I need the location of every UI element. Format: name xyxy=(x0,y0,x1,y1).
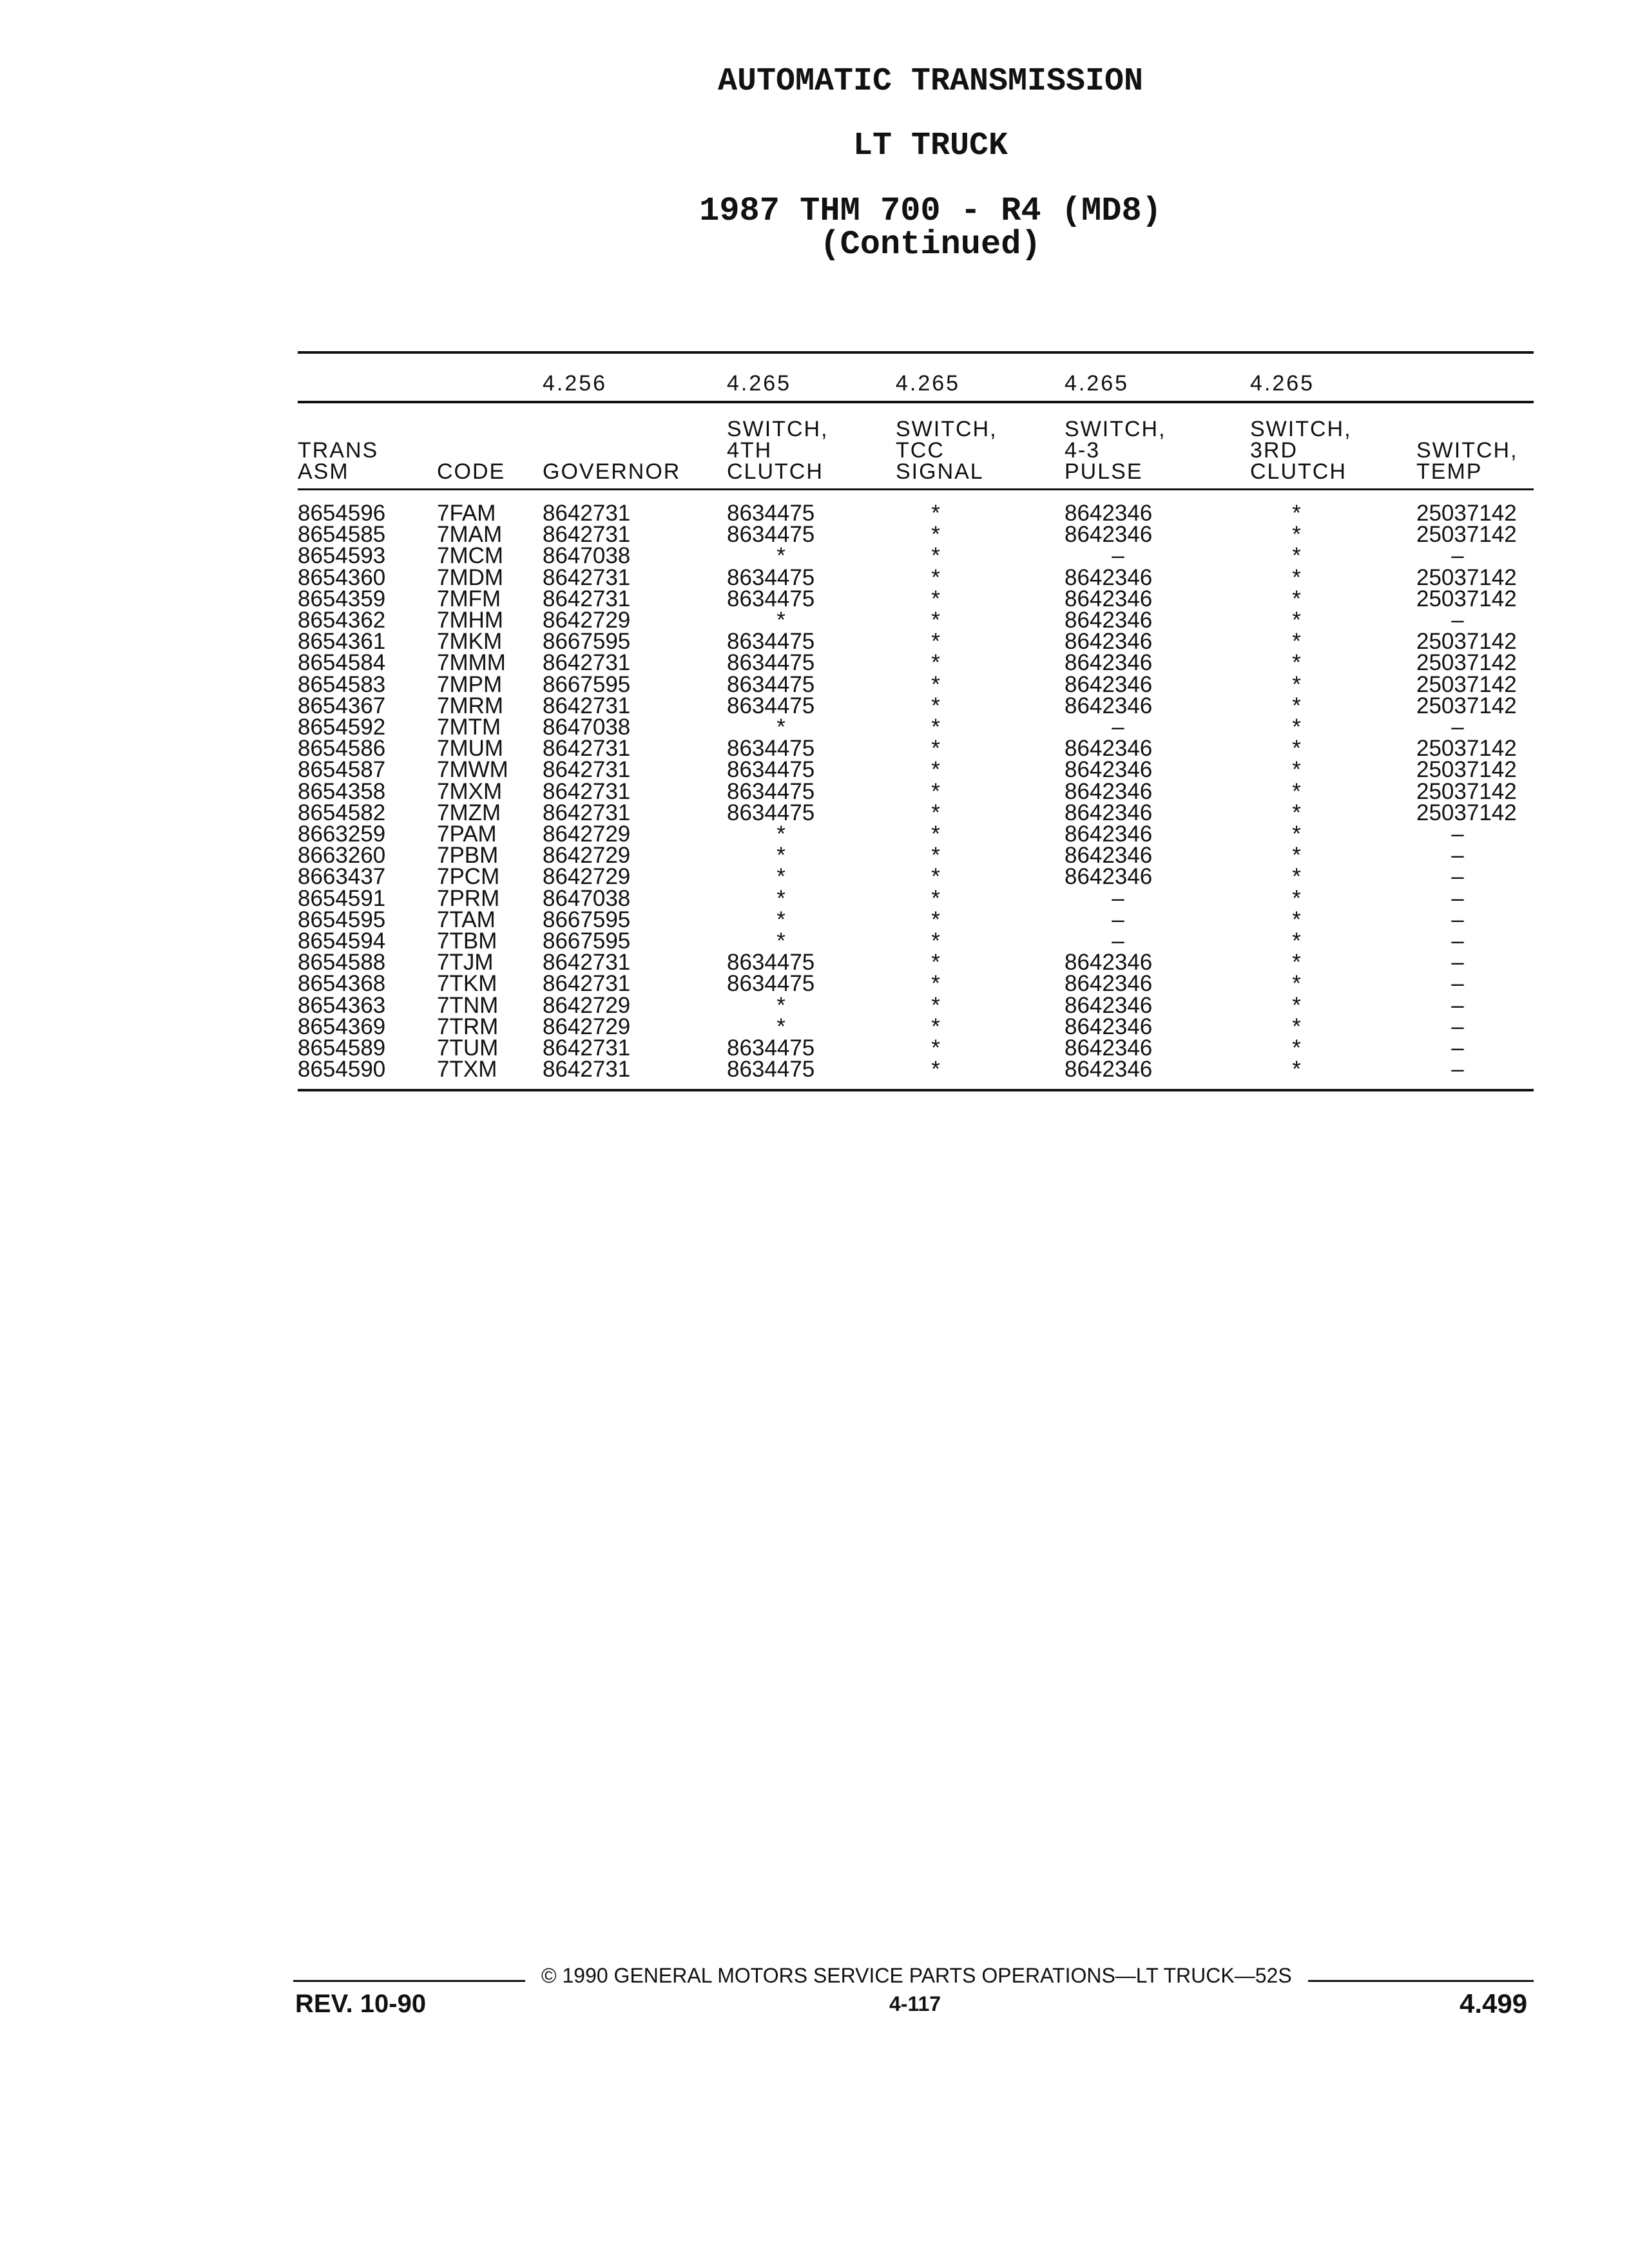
cell-code: 7MHM xyxy=(437,608,504,633)
cell-switch-4-3-pulse: 8642346 xyxy=(1065,757,1153,783)
cell-switch-3rd-clutch: * xyxy=(1292,543,1301,569)
cell-switch-3rd-clutch: * xyxy=(1292,715,1301,740)
cell-switch-temp: – xyxy=(1451,1035,1464,1061)
cell-trans-asm: 8654363 xyxy=(298,992,386,1018)
cell-trans-asm: 8654592 xyxy=(298,715,386,740)
cell-code: 7MPM xyxy=(437,671,503,697)
cell-code: 7MTM xyxy=(437,715,501,740)
cell-switch-tcc-signal: * xyxy=(931,522,940,548)
cell-switch-4th-clutch: 8634475 xyxy=(727,757,815,783)
cell-code: 7MCM xyxy=(437,543,504,569)
cell-governor: 8642729 xyxy=(543,822,631,847)
cell-switch-4-3-pulse: 8642346 xyxy=(1065,608,1153,633)
cell-switch-temp: – xyxy=(1451,971,1464,997)
cell-code: 7PRM xyxy=(437,885,500,911)
page-sub-number: 4-117 xyxy=(889,1992,941,2015)
cell-switch-tcc-signal: * xyxy=(931,693,940,718)
cell-switch-temp: 25037142 xyxy=(1416,757,1517,783)
cell-switch-tcc-signal: * xyxy=(931,586,940,611)
cell-trans-asm: 8654582 xyxy=(298,800,386,825)
cell-switch-4th-clutch: * xyxy=(776,608,786,633)
table-row xyxy=(0,629,1629,655)
page-number: 4.499 xyxy=(1460,1988,1528,2019)
cell-switch-3rd-clutch: * xyxy=(1292,928,1301,954)
column-header-switch-3rd-clutch-line3: CLUTCH xyxy=(1250,459,1347,484)
cell-switch-3rd-clutch: * xyxy=(1292,586,1301,611)
table-row xyxy=(0,843,1629,869)
cell-switch-4th-clutch: 8634475 xyxy=(727,522,815,548)
cell-code: 7PCM xyxy=(437,864,500,890)
column-header-switch-4th-clutch-line1: SWITCH, xyxy=(727,417,829,441)
table-row xyxy=(0,864,1629,890)
cell-governor: 8642731 xyxy=(543,736,631,762)
column-header-switch-3rd-clutch-line2: 3RD xyxy=(1250,438,1298,463)
table-row xyxy=(0,992,1629,1018)
cell-switch-tcc-signal: * xyxy=(931,501,940,526)
cell-trans-asm: 8654589 xyxy=(298,1035,386,1061)
cell-switch-4th-clutch: 8634475 xyxy=(727,693,815,718)
cell-switch-tcc-signal: * xyxy=(931,650,940,676)
cell-switch-4-3-pulse: 8642346 xyxy=(1065,800,1153,825)
cell-switch-tcc-signal: * xyxy=(931,907,940,932)
cell-switch-tcc-signal: * xyxy=(931,843,940,869)
cell-switch-4-3-pulse: 8642346 xyxy=(1065,843,1153,869)
cell-switch-temp: 25037142 xyxy=(1416,629,1517,655)
cell-switch-3rd-clutch: * xyxy=(1292,522,1301,548)
cell-switch-4th-clutch: * xyxy=(776,822,786,847)
cell-switch-tcc-signal: * xyxy=(931,778,940,804)
cell-switch-4-3-pulse: 8642346 xyxy=(1065,992,1153,1018)
cell-code: 7MDM xyxy=(437,564,504,590)
cell-switch-4-3-pulse: – xyxy=(1112,928,1124,954)
cell-code: 7MAM xyxy=(437,522,503,548)
cell-governor: 8642731 xyxy=(543,650,631,676)
cell-switch-temp: 25037142 xyxy=(1416,736,1517,762)
table-row xyxy=(0,823,1629,845)
cell-switch-temp: 25037142 xyxy=(1416,800,1517,825)
column-header-trans-asm-line3: ASM xyxy=(298,459,349,484)
cell-trans-asm: 8663437 xyxy=(298,864,386,890)
cell-switch-4th-clutch: * xyxy=(776,715,786,740)
cell-switch-4-3-pulse: 8642346 xyxy=(1065,950,1153,975)
cell-switch-4th-clutch: 8634475 xyxy=(727,650,815,676)
cell-switch-temp: – xyxy=(1451,1057,1464,1082)
cell-switch-temp: 25037142 xyxy=(1416,586,1517,611)
column-header-switch-4-3-pulse-line2: 4-3 xyxy=(1065,438,1101,463)
cell-switch-4-3-pulse: 8642346 xyxy=(1065,971,1153,997)
ref-4-3-pulse: 4.265 xyxy=(1065,371,1130,396)
column-header-switch-4th-clutch-line3: CLUTCH xyxy=(727,459,824,484)
table-row xyxy=(0,802,1629,823)
cell-trans-asm: 8654583 xyxy=(298,671,386,697)
cell-switch-3rd-clutch: * xyxy=(1292,736,1301,762)
column-header-switch-temp-line3: TEMP xyxy=(1416,459,1483,484)
table-row xyxy=(0,588,1629,610)
cell-switch-3rd-clutch: * xyxy=(1292,1014,1301,1039)
cell-switch-4-3-pulse: 8642346 xyxy=(1065,671,1153,697)
cell-switch-4th-clutch: * xyxy=(776,1014,786,1039)
cell-trans-asm: 8654362 xyxy=(298,608,386,633)
cell-switch-4th-clutch: * xyxy=(776,992,786,1018)
cell-switch-4th-clutch: 8634475 xyxy=(727,671,815,697)
cell-switch-3rd-clutch: * xyxy=(1292,822,1301,847)
table-row xyxy=(0,671,1629,697)
cell-code: 7FAM xyxy=(437,501,496,526)
cell-governor: 8642731 xyxy=(543,1057,631,1082)
cell-switch-tcc-signal: * xyxy=(931,992,940,1018)
cell-code: 7MZM xyxy=(437,800,501,825)
cell-governor: 8642731 xyxy=(543,800,631,825)
column-header-switch-tcc-signal-line3: SIGNAL xyxy=(896,459,984,484)
cell-switch-4th-clutch: 8634475 xyxy=(727,1035,815,1061)
cell-switch-4-3-pulse: 8642346 xyxy=(1065,778,1153,804)
cell-switch-3rd-clutch: * xyxy=(1292,778,1301,804)
cell-code: 7TUM xyxy=(437,1035,499,1061)
cell-switch-tcc-signal: * xyxy=(931,543,940,569)
table-top-rule xyxy=(298,351,1534,354)
table-row xyxy=(0,952,1629,973)
cell-governor: 8642731 xyxy=(543,778,631,804)
cell-switch-tcc-signal: * xyxy=(931,885,940,911)
cell-switch-temp: 25037142 xyxy=(1416,501,1517,526)
cell-trans-asm: 8654586 xyxy=(298,736,386,762)
column-header-switch-tcc-signal-line2: TCC xyxy=(896,438,945,463)
cell-switch-4th-clutch: 8634475 xyxy=(727,501,815,526)
cell-trans-asm: 8663259 xyxy=(298,822,386,847)
column-header-switch-temp-line2: SWITCH, xyxy=(1416,438,1518,463)
column-header-code-line3: CODE xyxy=(437,459,506,484)
cell-code: 7TNM xyxy=(437,992,499,1018)
cell-trans-asm: 8654585 xyxy=(298,522,386,548)
column-header-switch-4th-clutch-line2: 4TH xyxy=(727,438,773,463)
cell-switch-temp: 25037142 xyxy=(1416,522,1517,548)
cell-switch-temp: – xyxy=(1451,843,1464,869)
cell-code: 7MWM xyxy=(437,757,508,783)
document-title: AUTOMATIC TRANSMISSION xyxy=(717,63,1144,100)
cell-switch-3rd-clutch: * xyxy=(1292,693,1301,718)
cell-governor: 8642731 xyxy=(543,1035,631,1061)
cell-switch-4-3-pulse: 8642346 xyxy=(1065,864,1153,890)
cell-switch-4-3-pulse: 8642346 xyxy=(1065,586,1153,611)
cell-switch-4th-clutch: * xyxy=(776,864,786,890)
table-row xyxy=(0,716,1629,738)
cell-governor: 8642729 xyxy=(543,608,631,633)
cell-switch-3rd-clutch: * xyxy=(1292,501,1301,526)
footer-rule-right xyxy=(1308,1980,1534,1982)
cell-switch-temp: – xyxy=(1451,715,1464,740)
cell-switch-tcc-signal: * xyxy=(931,629,940,655)
cell-trans-asm: 8654367 xyxy=(298,693,386,718)
cell-switch-4th-clutch: 8634475 xyxy=(727,971,815,997)
cell-governor: 8642731 xyxy=(543,522,631,548)
cell-trans-asm: 8654591 xyxy=(298,885,386,911)
cell-switch-tcc-signal: * xyxy=(931,1057,940,1082)
footer-rule-left xyxy=(293,1980,525,1982)
cell-switch-temp: 25037142 xyxy=(1416,564,1517,590)
column-header-switch-tcc-signal-line1: SWITCH, xyxy=(896,417,998,441)
cell-switch-3rd-clutch: * xyxy=(1292,971,1301,997)
cell-trans-asm: 8654588 xyxy=(298,950,386,975)
cell-code: 7TAM xyxy=(437,907,496,932)
cell-trans-asm: 8654360 xyxy=(298,564,386,590)
table-row xyxy=(0,522,1629,548)
cell-switch-temp: – xyxy=(1451,885,1464,911)
cell-switch-4th-clutch: 8634475 xyxy=(727,778,815,804)
document-subtitle: LT TRUCK xyxy=(853,128,1008,164)
cell-code: 7TBM xyxy=(437,928,497,954)
cell-trans-asm: 8654584 xyxy=(298,650,386,676)
cell-switch-4-3-pulse: – xyxy=(1112,885,1124,911)
cell-switch-4th-clutch: 8634475 xyxy=(727,629,815,655)
cell-switch-tcc-signal: * xyxy=(931,971,940,997)
cell-switch-temp: 25037142 xyxy=(1416,778,1517,804)
cell-code: 7TJM xyxy=(437,950,494,975)
ref-3rd-clutch: 4.265 xyxy=(1250,371,1315,396)
cell-switch-tcc-signal: * xyxy=(931,564,940,590)
table-row xyxy=(0,885,1629,911)
cell-switch-3rd-clutch: * xyxy=(1292,950,1301,975)
model-heading: 1987 THM 700 - R4 (MD8) xyxy=(699,192,1162,230)
cell-switch-3rd-clutch: * xyxy=(1292,671,1301,697)
table-row xyxy=(0,695,1629,716)
cell-trans-asm: 8654359 xyxy=(298,586,386,611)
cell-switch-4th-clutch: 8634475 xyxy=(727,586,815,611)
cell-code: 7TXM xyxy=(437,1057,497,1082)
cell-switch-4-3-pulse: 8642346 xyxy=(1065,629,1153,655)
column-header-switch-4-3-pulse-line1: SWITCH, xyxy=(1065,417,1166,441)
cell-governor: 8647038 xyxy=(543,885,631,911)
table-row xyxy=(0,1059,1629,1080)
cell-switch-tcc-signal: * xyxy=(931,671,940,697)
cell-switch-4-3-pulse: 8642346 xyxy=(1065,1057,1153,1082)
column-header-switch-3rd-clutch-line1: SWITCH, xyxy=(1250,417,1352,441)
table-row xyxy=(0,909,1629,930)
ref-tcc-signal: 4.265 xyxy=(896,371,961,396)
continued-label: (Continued) xyxy=(820,226,1041,264)
cell-switch-3rd-clutch: * xyxy=(1292,864,1301,890)
cell-switch-temp: – xyxy=(1451,543,1464,569)
cell-switch-temp: – xyxy=(1451,822,1464,847)
cell-governor: 8667595 xyxy=(543,671,631,697)
cell-switch-tcc-signal: * xyxy=(931,757,940,783)
cell-switch-3rd-clutch: * xyxy=(1292,843,1301,869)
cell-governor: 8642729 xyxy=(543,992,631,1018)
cell-switch-4th-clutch: 8634475 xyxy=(727,736,815,762)
cell-switch-4th-clutch: 8634475 xyxy=(727,800,815,825)
cell-governor: 8642731 xyxy=(543,693,631,718)
table-ref-rule xyxy=(298,401,1534,403)
cell-switch-tcc-signal: * xyxy=(931,736,940,762)
cell-code: 7PAM xyxy=(437,822,497,847)
cell-trans-asm: 8654361 xyxy=(298,629,386,655)
cell-governor: 8667595 xyxy=(543,928,631,954)
cell-governor: 8642729 xyxy=(543,1014,631,1039)
cell-switch-temp: – xyxy=(1451,1014,1464,1039)
cell-governor: 8642729 xyxy=(543,843,631,869)
cell-switch-temp: 25037142 xyxy=(1416,650,1517,676)
cell-code: 7MFM xyxy=(437,586,501,611)
cell-switch-3rd-clutch: * xyxy=(1292,564,1301,590)
cell-switch-4-3-pulse: – xyxy=(1112,715,1124,740)
cell-switch-3rd-clutch: * xyxy=(1292,608,1301,633)
column-header-governor-line3: GOVERNOR xyxy=(543,459,681,484)
cell-governor: 8642731 xyxy=(543,757,631,783)
table-row xyxy=(0,503,1629,524)
table-row xyxy=(0,971,1629,997)
cell-switch-temp: – xyxy=(1451,864,1464,890)
table-row xyxy=(0,610,1629,631)
cell-governor: 8647038 xyxy=(543,543,631,569)
table-row xyxy=(0,778,1629,804)
cell-switch-3rd-clutch: * xyxy=(1292,629,1301,655)
ref-governor: 4.256 xyxy=(543,371,608,396)
cell-switch-4th-clutch: 8634475 xyxy=(727,564,815,590)
cell-code: 7MKM xyxy=(437,629,503,655)
cell-switch-4th-clutch: 8634475 xyxy=(727,1057,815,1082)
cell-switch-3rd-clutch: * xyxy=(1292,885,1301,911)
cell-switch-4th-clutch: * xyxy=(776,843,786,869)
cell-governor: 8642731 xyxy=(543,564,631,590)
cell-switch-4-3-pulse: 8642346 xyxy=(1065,736,1153,762)
table-row xyxy=(0,736,1629,762)
cell-switch-4th-clutch: * xyxy=(776,543,786,569)
cell-trans-asm: 8654596 xyxy=(298,501,386,526)
cell-switch-temp: – xyxy=(1451,608,1464,633)
cell-switch-4th-clutch: * xyxy=(776,885,786,911)
cell-code: 7MXM xyxy=(437,778,503,804)
cell-switch-tcc-signal: * xyxy=(931,715,940,740)
table-bottom-rule xyxy=(298,1089,1534,1091)
cell-trans-asm: 8654594 xyxy=(298,928,386,954)
cell-governor: 8647038 xyxy=(543,715,631,740)
cell-switch-3rd-clutch: * xyxy=(1292,907,1301,932)
cell-switch-tcc-signal: * xyxy=(931,928,940,954)
cell-switch-tcc-signal: * xyxy=(931,864,940,890)
cell-trans-asm: 8654358 xyxy=(298,778,386,804)
table-row xyxy=(0,1037,1629,1059)
cell-switch-4-3-pulse: 8642346 xyxy=(1065,822,1153,847)
cell-switch-4th-clutch: 8634475 xyxy=(727,950,815,975)
table-row xyxy=(0,650,1629,676)
copyright-text: © 1990 GENERAL MOTORS SERVICE PARTS OPERATIONS—LT TRUCK—52S xyxy=(541,1964,1292,1987)
cell-switch-temp: 25037142 xyxy=(1416,671,1517,697)
cell-switch-temp: – xyxy=(1451,950,1464,975)
cell-trans-asm: 8654369 xyxy=(298,1014,386,1039)
cell-code: 7MUM xyxy=(437,736,504,762)
cell-switch-3rd-clutch: * xyxy=(1292,757,1301,783)
cell-switch-3rd-clutch: * xyxy=(1292,650,1301,676)
cell-code: 7MRM xyxy=(437,693,504,718)
cell-switch-4-3-pulse: 8642346 xyxy=(1065,1014,1153,1039)
revision-label: REV. 10-90 xyxy=(295,1990,427,2018)
cell-switch-temp: 25037142 xyxy=(1416,693,1517,718)
cell-governor: 8642731 xyxy=(543,586,631,611)
cell-switch-4-3-pulse: 8642346 xyxy=(1065,501,1153,526)
cell-governor: 8667595 xyxy=(543,907,631,932)
cell-code: 7TKM xyxy=(437,971,497,997)
cell-switch-tcc-signal: * xyxy=(931,950,940,975)
cell-switch-4-3-pulse: 8642346 xyxy=(1065,650,1153,676)
cell-code: 7TRM xyxy=(437,1014,499,1039)
cell-switch-4-3-pulse: 8642346 xyxy=(1065,693,1153,718)
cell-code: 7PBM xyxy=(437,843,499,869)
cell-code: 7MMM xyxy=(437,650,506,676)
cell-switch-3rd-clutch: * xyxy=(1292,992,1301,1018)
cell-switch-tcc-signal: * xyxy=(931,800,940,825)
column-header-trans-asm-line2: TRANS xyxy=(298,438,379,463)
cell-switch-4-3-pulse: – xyxy=(1112,907,1124,932)
cell-switch-4th-clutch: * xyxy=(776,928,786,954)
table-row xyxy=(0,757,1629,783)
cell-switch-3rd-clutch: * xyxy=(1292,1035,1301,1061)
cell-switch-temp: – xyxy=(1451,928,1464,954)
cell-switch-tcc-signal: * xyxy=(931,1035,940,1061)
cell-switch-4-3-pulse: – xyxy=(1112,543,1124,569)
cell-switch-temp: – xyxy=(1451,992,1464,1018)
cell-governor: 8642731 xyxy=(543,950,631,975)
table-header-rule xyxy=(298,488,1534,490)
cell-trans-asm: 8654595 xyxy=(298,907,386,932)
cell-switch-3rd-clutch: * xyxy=(1292,1057,1301,1082)
cell-switch-4-3-pulse: 8642346 xyxy=(1065,1035,1153,1061)
column-header-switch-4-3-pulse-line3: PULSE xyxy=(1065,459,1143,484)
cell-trans-asm: 8654593 xyxy=(298,543,386,569)
cell-trans-asm: 8654587 xyxy=(298,757,386,783)
cell-governor: 8642729 xyxy=(543,864,631,890)
cell-switch-temp: – xyxy=(1451,907,1464,932)
cell-governor: 8667595 xyxy=(543,629,631,655)
cell-governor: 8642731 xyxy=(543,501,631,526)
cell-trans-asm: 8654590 xyxy=(298,1057,386,1082)
cell-governor: 8642731 xyxy=(543,971,631,997)
cell-switch-tcc-signal: * xyxy=(931,1014,940,1039)
table-row xyxy=(0,930,1629,952)
cell-switch-4-3-pulse: 8642346 xyxy=(1065,564,1153,590)
cell-trans-asm: 8654368 xyxy=(298,971,386,997)
cell-switch-4th-clutch: * xyxy=(776,907,786,932)
table-row xyxy=(0,564,1629,590)
ref-4th-clutch: 4.265 xyxy=(727,371,792,396)
table-row xyxy=(0,543,1629,569)
cell-trans-asm: 8663260 xyxy=(298,843,386,869)
cell-switch-tcc-signal: * xyxy=(931,608,940,633)
table-row xyxy=(0,1016,1629,1037)
cell-switch-4-3-pulse: 8642346 xyxy=(1065,522,1153,548)
cell-switch-tcc-signal: * xyxy=(931,822,940,847)
cell-switch-3rd-clutch: * xyxy=(1292,800,1301,825)
